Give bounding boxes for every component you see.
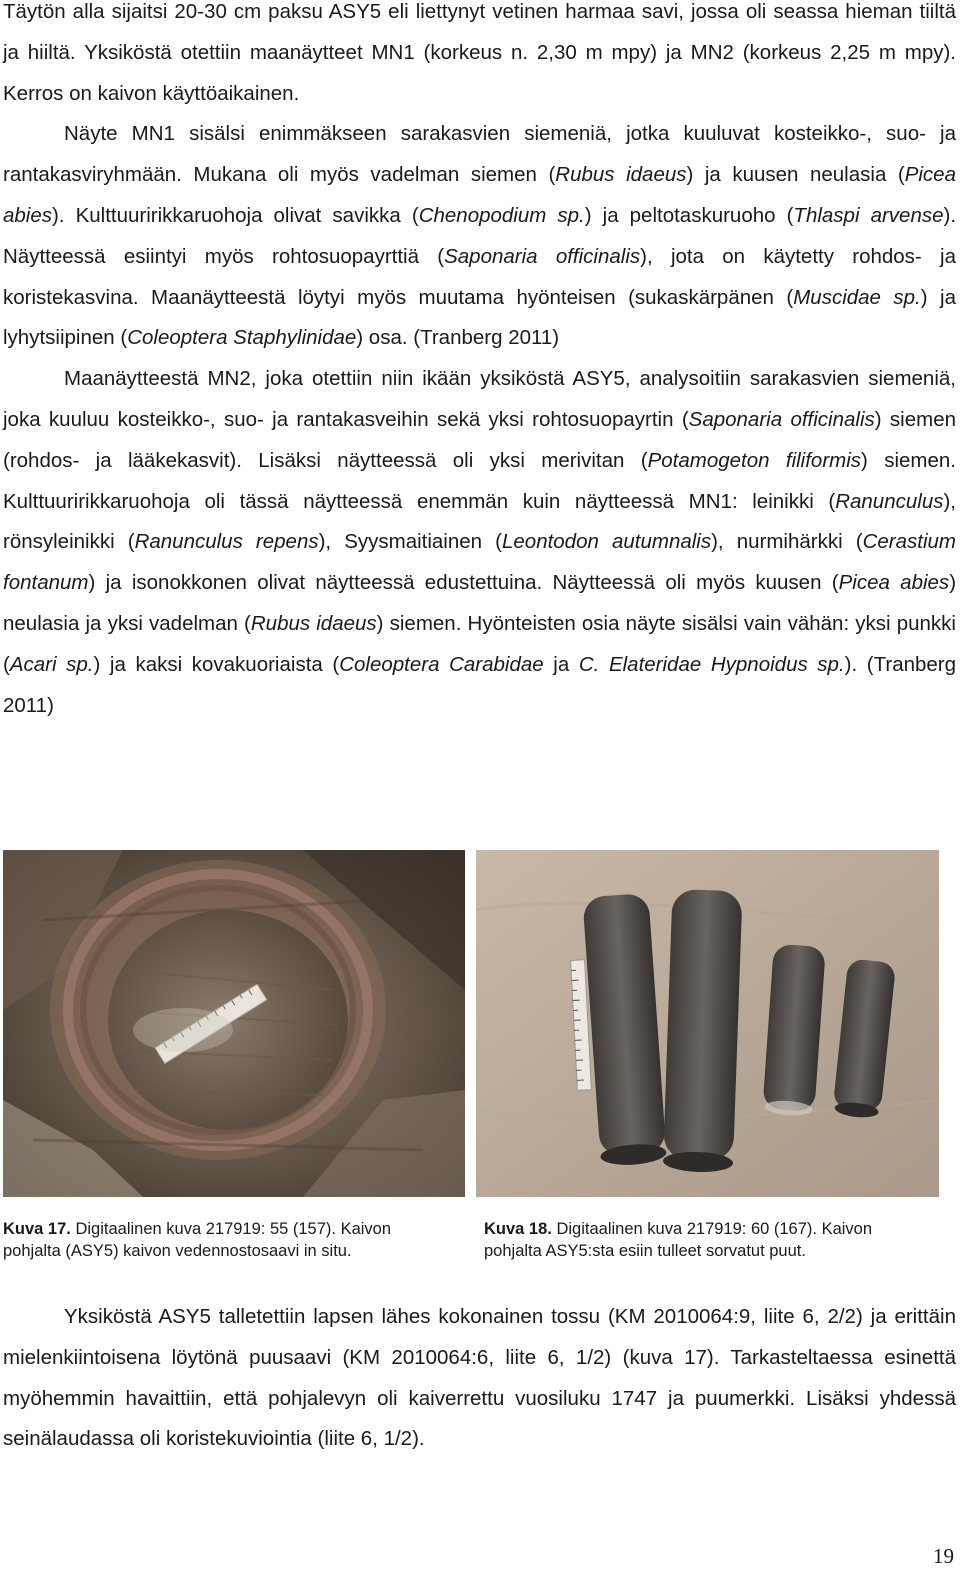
species-name: Acari sp. — [9, 652, 94, 676]
species-name: Leontodon autumnalis — [501, 530, 712, 554]
paragraph-mn2-sample: Maanäytteestä MN2, joka otettiin niin ikään yksiköstä ASY5, analysoitiin sarakasvien siemeniä, joka kuuluu kosteikko-, suo- ja rantakasveihin sekä yksi rohtosuopayrtin (Saponaria officinalis) siemen (rohdos- ja lääkekasvit). Lisäksi näytteessä oli yksi merivitan (Potamogeton filiformis) siemen. Kulttuuririkkaruohoja oli tässä näytteessä enemmän kuin näytteessä MN1: leinikki (Ranunculus), rönsyleinikki (Ranunculus repens), Syysmaitiainen (Leontodon autumnalis), nurmihärkki (Cerastium fontanum) ja isonokkonen olivat näytteessä edustettuina. Näytteessä oli myös kuusen (Picea abies) neulasia ja yksi vadelman (Rubus idaeus) siemen. Hyönteisten osia näyte sisälsi vain vähän: yksi punkki (Acari sp.) ja kaksi kovakuoriaista (Coleoptera Carabidae ja C. Elateridae Hypnoidus sp.). (Tranberg 2011) — [3, 367, 957, 717]
paragraph-mn1-sample: Näyte MN1 sisälsi enimmäkseen sarakasvien siemeniä, jotka kuuluvat kosteikko-, suo- ja rantakasviryhmään. Mukana oli myös vadelman siemen (Rubus idaeus) ja kuusen neulasia (Picea abies). Kulttuuririkkaruohoja olivat savikka (Chenopodium sp.) ja peltotaskuruoho (Thlaspi arvense). Näytteessä esiintyi myös rohtosuopayrttiä (Saponaria officinalis), jota on käytetty rohdos- ja koristekasvina. Maanäytteestä löytyi myös muutama hyönteisen (sukaskärpänen (Muscidae sp.) ja lyhytsiipinen (Coleoptera Staphylinidae) osa. (Tranberg 2011) — [3, 122, 957, 350]
species-name: Coleoptera Staphylinidae — [127, 326, 357, 350]
figure-18-caption — [484, 1218, 872, 1262]
species-name: Picea abies — [838, 571, 950, 595]
figure-17-label: Kuva 17. — [3, 1220, 71, 1238]
species-name: Muscidae sp. — [793, 285, 921, 309]
figure-17-caption-line2: pohjalta (ASY5) kaivon vedennostosaavi in situ. — [3, 1242, 352, 1260]
figure-17-photo — [3, 850, 465, 1197]
species-name: Rubus idaeus — [250, 611, 377, 635]
species-name: Chenopodium sp. — [418, 203, 585, 227]
page-number: 19 — [933, 1544, 954, 1568]
figure-18-caption-line1: Digitaalinen kuva 217919: 60 (167). Kaivon — [556, 1220, 873, 1238]
species-name: Thlaspi arvense — [793, 203, 944, 227]
figure-18-photo — [476, 850, 939, 1197]
paragraph-asy5-finds: Yksiköstä ASY5 talletettiin lapsen lähes kokonainen tossu (KM 2010064:9, liite 6, 2/2) ja erittäin mielenkiintoisena löytönä puusaavi (KM 2010064:6, liite 6, 1/2) (kuva 17). Tarkasteltaessa esinettä myöhemmin havaittiin, että pohjalevyn oli kaiverrettu vuosiluku 1747 ja puumerkki. Lisäksi yhdessä seinälaudassa oli koristekuviointia (liite 6, 1/2). — [3, 1305, 956, 1451]
species-name: Saponaria officinalis — [444, 244, 641, 268]
species-name: Ranunculus — [835, 489, 944, 513]
species-name: Potamogeton filiformis — [647, 448, 862, 472]
species-name: C. Elateridae Hypnoidus sp. — [578, 652, 845, 676]
species-name: Saponaria officinalis — [688, 407, 875, 431]
species-name: Ranunculus repens — [134, 530, 319, 554]
species-name: Cerastium fontanum — [3, 530, 956, 595]
species-name: Picea abies — [3, 163, 956, 227]
figure-18-label: Kuva 18. — [484, 1220, 552, 1238]
well-bucket-photo — [3, 850, 465, 1197]
body-text-top — [3, 0, 956, 726]
figure-18-caption-line2: pohjalta ASY5:sta esiin tulleet sorvatut puut. — [484, 1242, 806, 1260]
figure-17-caption — [3, 1218, 391, 1262]
species-name: Coleoptera Carabidae — [339, 652, 544, 676]
turned-wood-photo — [476, 850, 939, 1197]
body-text-bottom — [3, 1297, 956, 1460]
species-name: Rubus idaeus — [555, 163, 687, 187]
paragraph-asy5-description: Täytön alla sijaitsi 20-30 cm paksu ASY5 eli liettynyt vetinen harmaa savi, jossa oli seassa hieman tiiltä ja hiiltä. Yksiköstä otettiin maanäytteet MN1 (korkeus n. 2,30 m mpy) ja MN2 (korkeus 2,25 m mpy). Kerros on kaivon käyttöaikainen. — [3, 0, 956, 105]
figure-17-caption-line1: Digitaalinen kuva 217919: 55 (157). Kaivon — [75, 1220, 392, 1238]
